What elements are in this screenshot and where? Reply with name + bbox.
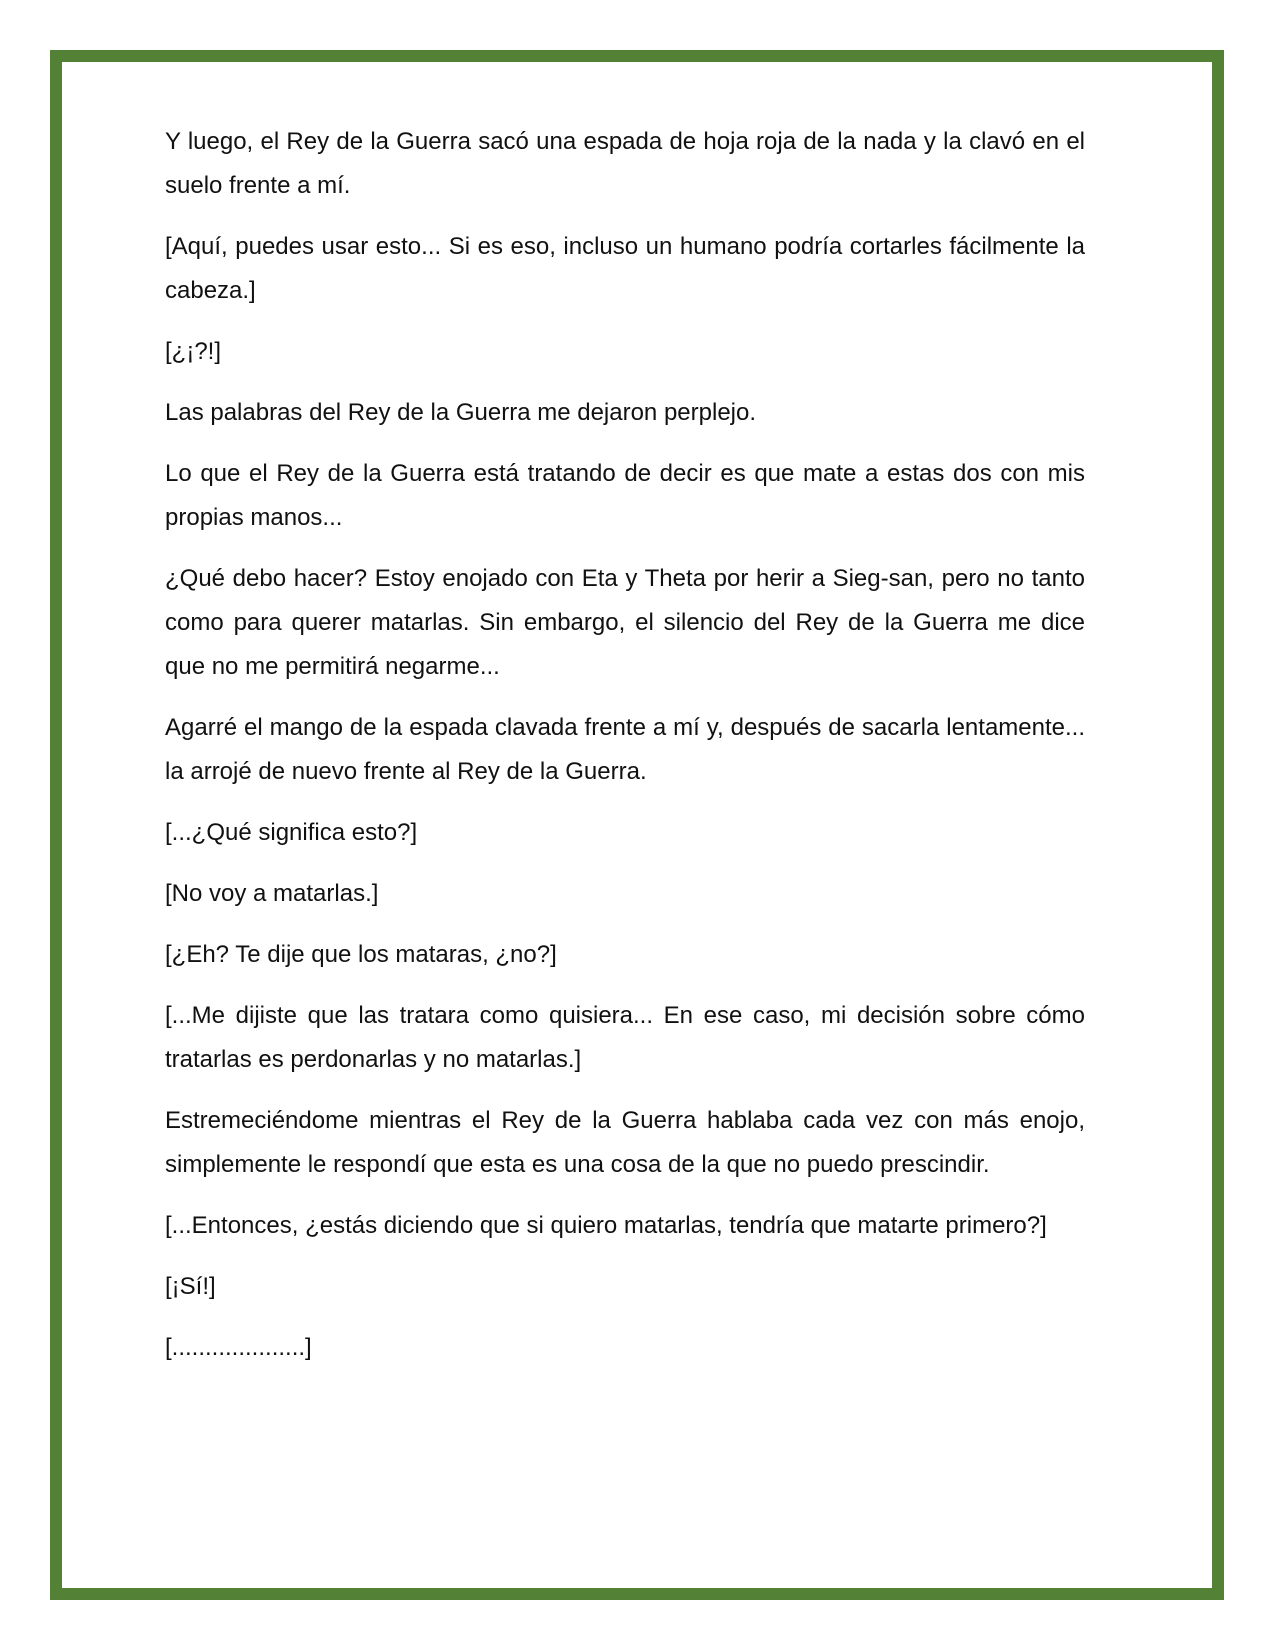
paragraph-4: Las palabras del Rey de la Guerra me dejaron perplejo. <box>165 399 757 426</box>
paragraph-1: Y luego, el Rey de la Guerra sacó una espada de hoja roja de la nada y la clavó en el suelo frente a mí. <box>165 128 1085 199</box>
paragraph-14: [¡Sí!] <box>165 1273 216 1300</box>
paragraph-5: Lo que el Rey de la Guerra está tratando de decir es que mate a estas dos con mis propias manos... <box>165 460 1085 531</box>
paragraph-11: [...Me dijiste que las tratara como quisiera... En ese caso, mi decisión sobre cómo tratarlas es perdonarlas y no matarlas.] <box>165 1002 1085 1073</box>
paragraph-7: Agarré el mango de la espada clavada frente a mí y, después de sacarla lentamente... la arrojé de nuevo frente al Rey de la Guerra. <box>165 714 1085 785</box>
paragraph-6: ¿Qué debo hacer? Estoy enojado con Eta y Theta por herir a Sieg-san, pero no tanto como para querer matarlas. Sin embargo, el silencio del Rey de la Guerra me dice que no me permitirá negarme... <box>165 565 1085 680</box>
paragraph-2: [Aquí, puedes usar esto... Si es eso, incluso un humano podría cortarles fácilmente la cabeza.] <box>165 233 1085 304</box>
document-body <box>165 120 1085 1387</box>
paragraph-8: [...¿Qué significa esto?] <box>165 819 418 846</box>
paragraph-9: [No voy a matarlas.] <box>165 880 379 907</box>
paragraph-10: [¿Eh? Te dije que los mataras, ¿no?] <box>165 941 557 968</box>
paragraph-12: Estremeciéndome mientras el Rey de la Guerra hablaba cada vez con más enojo, simplemente le respondí que esta es una cosa de la que no puedo prescindir. <box>165 1107 1085 1178</box>
paragraph-3: [¿¡?!] <box>165 338 222 365</box>
paragraph-13: [...Entonces, ¿estás diciendo que si quiero matarlas, tendría que matarte primero?] <box>165 1212 1047 1239</box>
paragraph-15: [....................] <box>165 1334 312 1361</box>
